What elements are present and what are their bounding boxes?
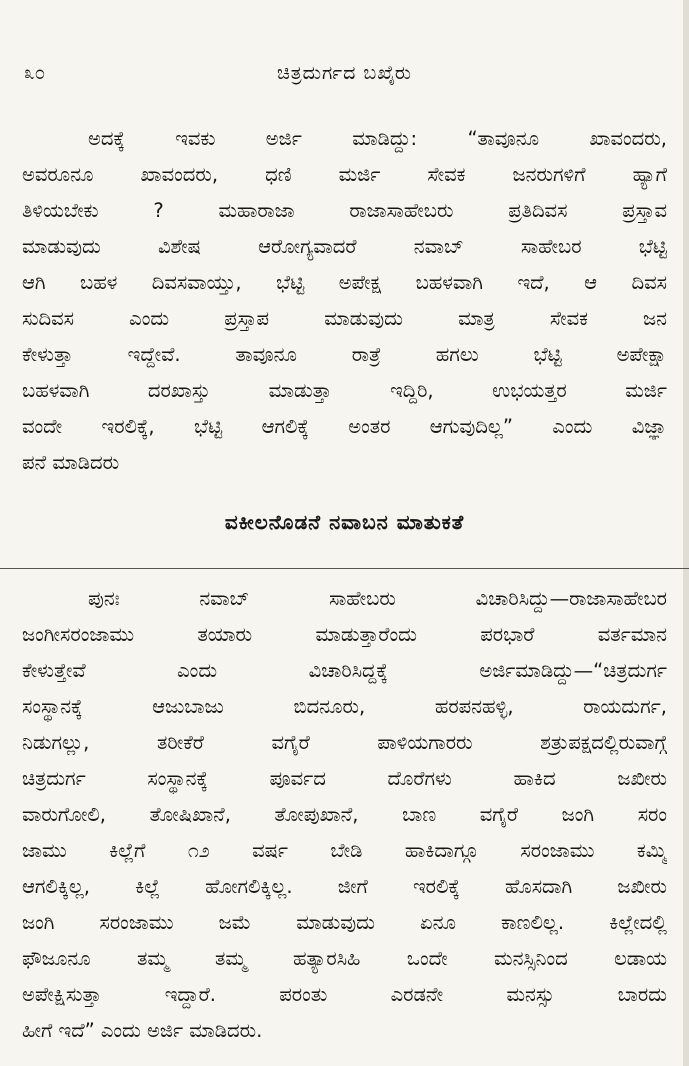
text-line: ಪುನಃ ನವಾಬ್ ಸಾಹೇಬರು ವಿಚಾರಿಸಿದ್ದು—ರಾಜಾಸಾಹೇಬರ: [88, 587, 667, 610]
text-line: ವಾರುಗೋಲಿ, ತೋಷಿಖಾನೆ, ತೋಪುಖಾನೆ, ಬಾಣ ವಗೈರೆ ಜಂಗಿ ಸರಂ: [22, 803, 667, 826]
page-number: ೩೦: [24, 62, 46, 84]
text-line: ಫೌಜೂನೂ ತಮ್ಮ ತಮ್ಮ ಹತ್ಯಾರಸಿಹಿ ಒಂದೇ ಮನಸ್ಸಿನಿಂದ ಲಡಾಯ: [22, 947, 667, 970]
text-line: ಬಹಳವಾಗಿ ದರಖಾಸ್ತು ಮಾಡುತ್ತಾ ಇದ್ದಿರಿ, ಉಭಯತ್ತರ ಮರ್ಜಿ: [22, 379, 667, 402]
text-line: ಜಂಗಿ ಸರಂಜಾಮು ಜಮೆ ಮಾಡುವುದು ಏನೂ ಕಾಣಲಿಲ್ಲ. ಕಿಲ್ಲೇದಲ್ಲಿ: [22, 911, 667, 934]
text-line: ತಿಳಿಯಬೇಕು ? ಮಹಾರಾಜಾ ರಾಜಾಸಾಹೇಬರು ಪ್ರತಿದಿವಸ ಪ್ರಸ್ತಾವ: [22, 199, 667, 222]
text-line: ಸಂಸ್ಥಾನಕ್ಕೆ ಆಜುಬಾಜು ಬಿದನೂರು, ಹರಪನಹಳ್ಳಿ, ರಾಯದುರ್ಗ,: [22, 695, 667, 718]
text-line: ಜಾಮು ಕಿಲ್ಲೆಗೆ ೧೨ ವರ್ಷ ಬೇಡಿ ಹಾಕಿದಾಗ್ಗೂ ಸರಂಜಾಮು ಕಮ್ಮಿ: [22, 839, 667, 862]
running-title: ಚಿತ್ರದುರ್ಗದ ಬಖೈರು: [277, 62, 412, 84]
text-line: ಕೇಳುತ್ತೇವೆ ಎಂದು ವಿಚಾರಿಸಿದ್ದಕ್ಕೆ ಅರ್ಜಿಮಾಡಿದ್ದು—“ಚಿತ್ರದುರ್ಗ: [22, 659, 667, 682]
text-line: ಹೀಗೆ ಇದೆ” ಎಂದು ಅರ್ಜಿ ಮಾಡಿದರು.: [22, 1019, 263, 1042]
text-line: ಮಾಡುವುದು ವಿಶೇಷ ಆರೋಗ್ಯವಾದರೆ ನವಾಬ್ ಸಾಹೇಬರ ಭೆಟ್ಟಿ: [22, 235, 667, 258]
text-line: ಆಗಲಿಕ್ಕಿಲ್ಲ, ಕಿಲ್ಲೆ ಹೋಗಲಿಕ್ಕಿಲ್ಲ. ಜೀಗೆ ಇರಲಿಕ್ಕೆ ಹೊಸದಾಗಿ ಜಖೀರು: [22, 875, 667, 898]
divider: [0, 568, 689, 569]
text-line: ಸುದಿವಸ ಎಂದು ಪ್ರಸ್ತಾಪ ಮಾಡುವುದು ಮಾತ್ರ ಸೇವಕ ಜನ: [22, 307, 667, 330]
text-line: ಕೇಳುತ್ತಾ ಇದ್ದೇವೆ. ತಾವೂನೂ ರಾತ್ರೆ ಹಗಲು ಭೆಟ್ಟಿ ಅಪೇಕ್ಷಾ: [22, 343, 667, 366]
text-line: ಅಪೇಕ್ಷಿಸುತ್ತಾ ಇದ್ದಾರೆ. ಪರಂತು ಎರಡನೇ ಮನಸ್ಸು ಬಾರದು: [22, 983, 667, 1006]
text-line: ಪನೆ ಮಾಡಿದರು: [22, 451, 120, 474]
page-header: [0, 62, 689, 90]
text-line: ವಂದೇ ಇರಲಿಕ್ಕೆ, ಭೆಟ್ಟಿ ಆಗಲಿಕ್ಕೆ ಅಂತರ ಆಗುವುದಿಲ್ಲ” ಎಂದು ವಿಜ್ಞಾ: [22, 415, 667, 438]
text-line: ಅವರೂನೂ ಖಾವಂದರು, ಧಣಿ ಮರ್ಜಿ ಸೇವಕ ಜನರುಗಳಿಗೆ ಹ್ಯಾಗೆ: [22, 163, 667, 186]
text-line: ಆಗಿ ಬಹಳ ದಿವಸವಾಯ್ತು, ಭೆಟ್ಟಿ ಅಪೇಕ್ಷ ಬಹಳವಾಗಿ ಇದೆ, ಆ ದಿವಸ: [22, 271, 667, 294]
text-line: ನಿಡುಗಲ್ಲು, ತರೀಕೆರೆ ವಗೈರೆ ಪಾಳಿಯಗಾರರು ಶತ್ರುಪಕ್ಷದಲ್ಲಿರುವಾಗ್ಗೆ: [22, 731, 667, 754]
text-line: ಚಿತ್ರದುರ್ಗ ಸಂಸ್ಥಾನಕ್ಕೆ ಪೂರ್ವದ ದೊರೆಗಳು ಹಾಕಿದ ಜಖೀರು: [22, 767, 667, 790]
text-line: ಅದಕ್ಕೆ ಇವಕು ಅರ್ಜಿ ಮಾಡಿದ್ದು: “ತಾವೂನೂ ಖಾವಂದರು,: [88, 127, 667, 150]
text-line: ಜಂಗೀಸರಂಜಾಮು ತಯಾರು ಮಾಡುತ್ತಾರೆಂದು ಪರಭಾರೆ ವರ್ತಮಾನ: [22, 623, 667, 646]
section-heading: ವಕೀಲನೊಡನೆ ನವಾಬನ ಮಾತುಕತೆ: [224, 510, 465, 534]
